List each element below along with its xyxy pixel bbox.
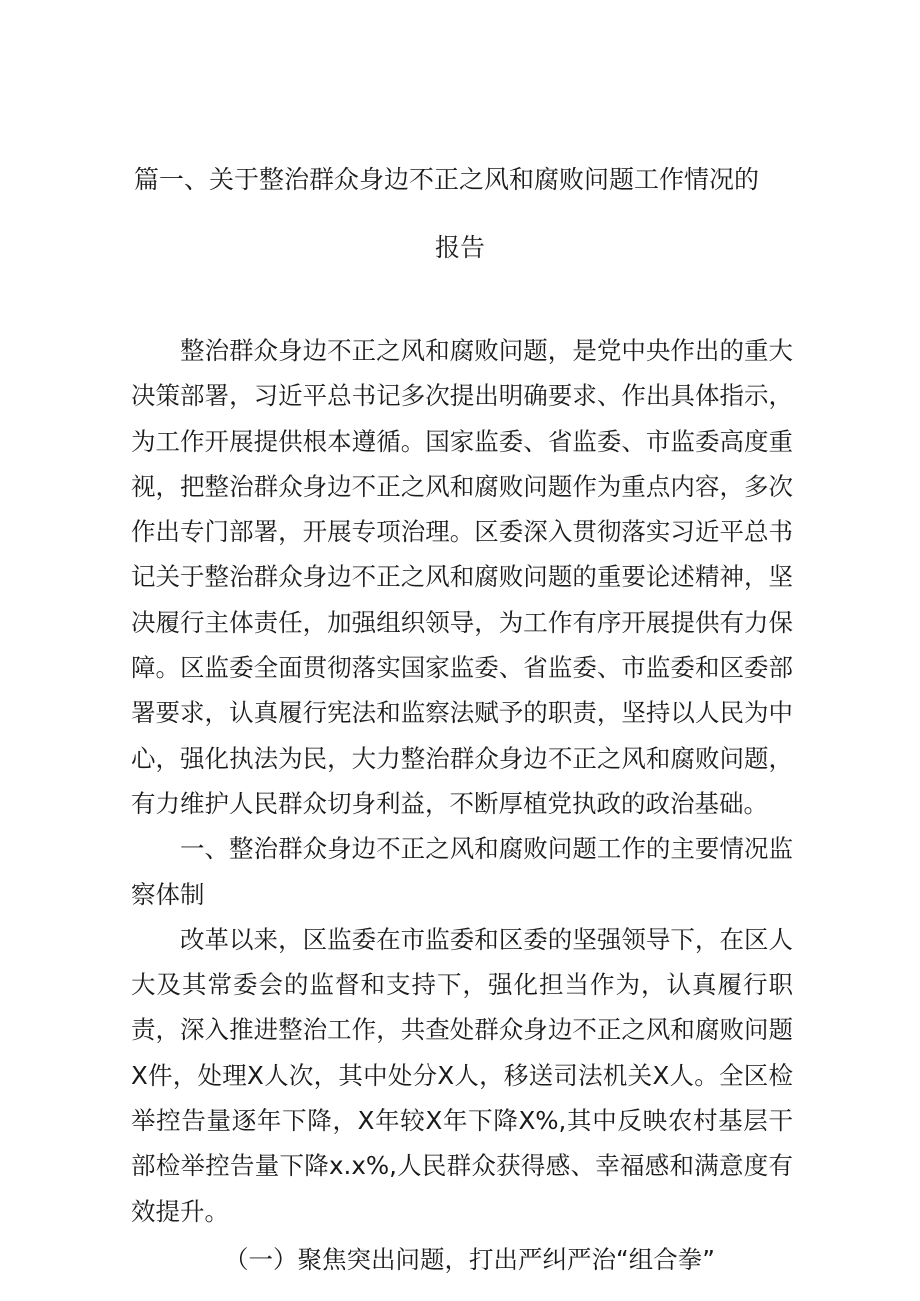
paragraph-main-situation: 改革以来，区监委在市监委和区委的坚强领导下，在区人大及其常委会的监督和支持下，强化担当作为，认真履行职责，深入推进整治工作，共查处群众身边不正之风和腐败问题X件，处理X人次，其中处分X人，移送司法机关X人。全区检举控告量逐年下降，X年较X年下降X%,其中反映农村基层干部检举控告量下降x.x%,人民群众获得感、幸福感和满意度有效提升。: [131, 924, 793, 1226]
document-title-line-1: 篇一、关于整治群众身边不正之风和腐败问题工作情况的: [134, 165, 760, 194]
document-body: [131, 328, 793, 1282]
paragraph-intro: 整治群众身边不正之风和腐败问题，是党中央作出的重大决策部署，习近平总书记多次提出明确要求、作出具体指示，为工作开展提供根本遵循。国家监委、省监委、市监委高度重视，把整治群众身边不正之风和腐败问题作为重点内容，多次作出专门部署，开展专项治理。区委深入贯彻落实习近平总书记关于整治群众身边不正之风和腐败问题的重要论述精神，坚决履行主体责任，加强组织领导，为工作有序开展提供有力保障。区监委全面贯彻落实国家监委、省监委、市监委和区委部署要求，认真履行宪法和监察法赋予的职责，坚持以人民为中心，强化执法为民，大力整治群众身边不正之风和腐败问题，有力维护人民群众切身利益，不断厚植党执政的政治基础。: [131, 336, 793, 818]
section-heading-1: 一、整治群众身边不正之风和腐败问题工作的主要情况监察体制: [131, 834, 793, 909]
subheading-1: （一）聚焦突出问题，打出严纠严治“组合拳”: [224, 1244, 715, 1274]
document-title-line-2: 报告: [434, 233, 485, 262]
